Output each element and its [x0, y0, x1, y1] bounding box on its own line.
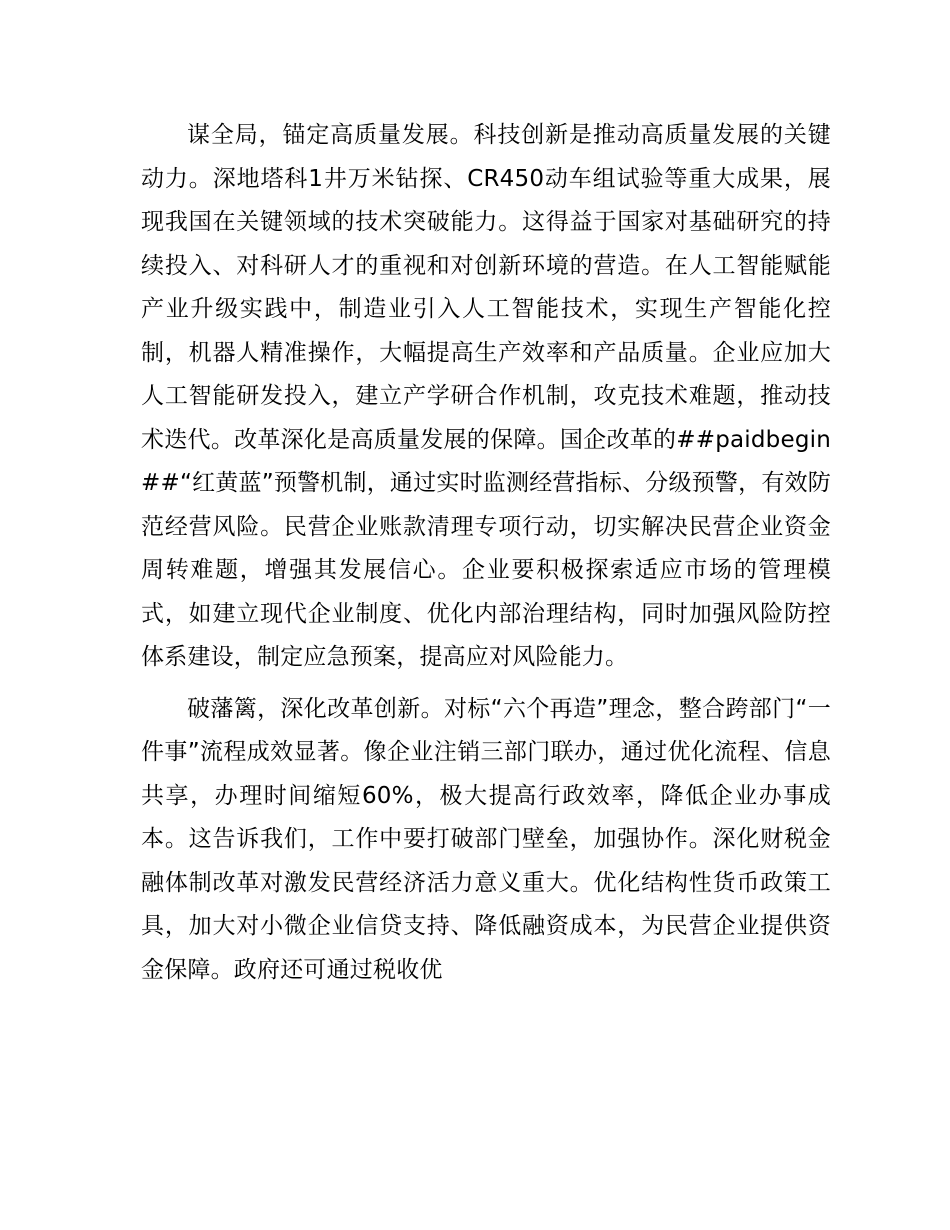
paragraph-1: 谋全局，锚定高质量发展。科技创新是推动高质量发展的关键动力。深地塔科1井万米钻探、CR450动车组试验等重大成果，展现我国在关键领域的技术突破能力。这得益于国家对基础研究的持续投入、对科研人才的重视和对创新环境的营造。在人工智能赋能产业升级实践中，制造业引入人工智能技术，实现生产智能化控制，机器人精准操作，大幅提高生产效率和产品质量。企业应加大人工智能研发投入，建立产学研合作机制，攻克技术难题，推动技术迭代。改革深化是高质量发展的保障。国企改革的##paidbegin##“红黄蓝”预警机制，通过实时监测经营指标、分级预警，有效防范经营风险。民营企业账款清理专项行动，切实解决民营企业资金周转难题，增强其发展信心。企业要积极探索适应市场的管理模式，如建立现代企业制度、优化内部治理结构，同时加强风险防控体系建设，制定应急预案，提高应对风险能力。 — [141, 122, 831, 670]
paragraph-2: 破藩篱，深化改革创新。对标“六个再造”理念，整合跨部门“一件事”流程成效显著。像企业注销三部门联办，通过优化流程、信息共享，办理时间缩短60%，极大提高行政效率，降低企业办事成本。这告诉我们，工作中要打破部门壁垒，加强协作。深化财税金融体制改革对激发民营经济活力意义重大。优化结构性货币政策工具，加大对小微企业信贷支持、降低融资成本，为民营企业提供资金保障。政府还可通过税收优 — [141, 695, 831, 983]
document-body — [141, 114, 831, 992]
